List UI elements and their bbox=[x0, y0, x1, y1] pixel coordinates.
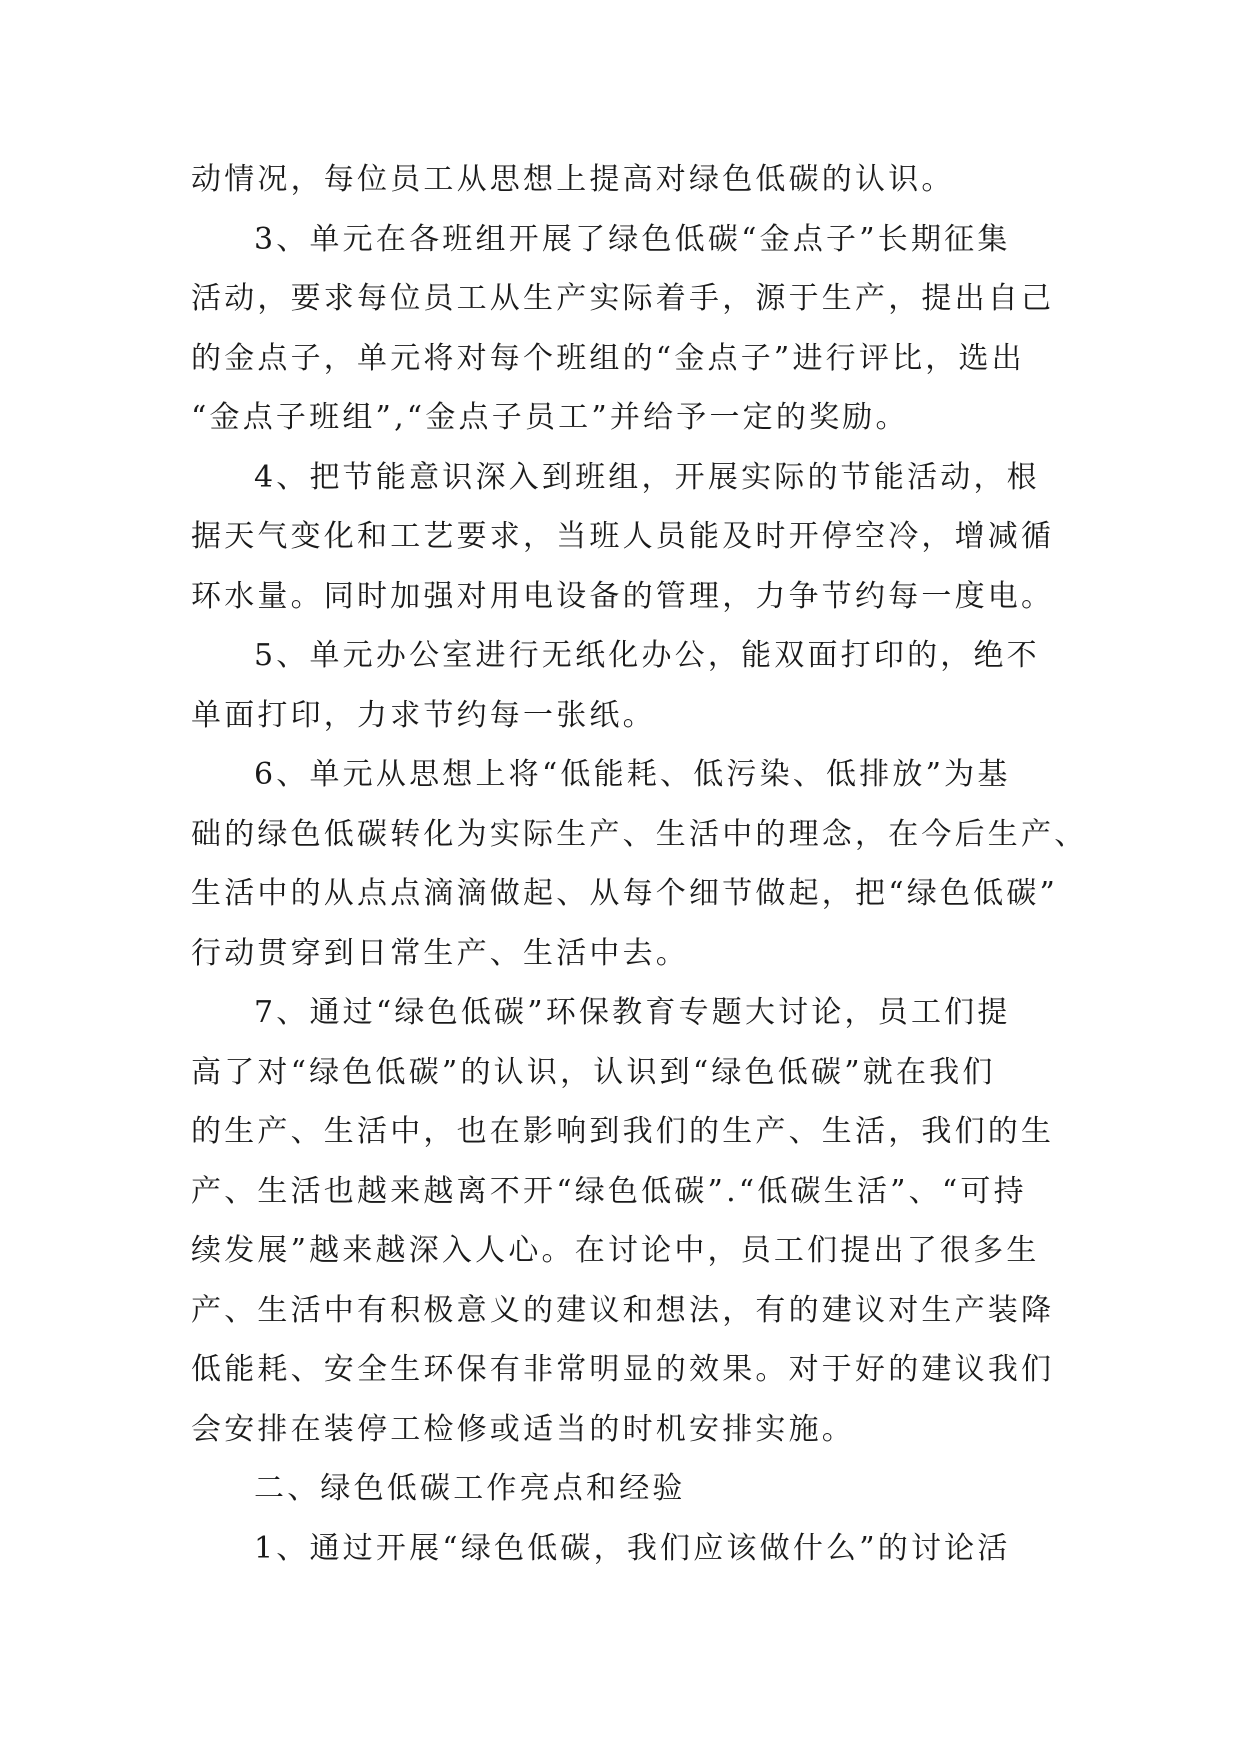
text-line: “金点子班组”,“金点子员工”并给予一定的奖励。 bbox=[191, 400, 909, 435]
paragraph-item-1-start: 1、通过开展“绿色低碳，我们应该做什么”的讨论活 bbox=[254, 1530, 1011, 1566]
text-line: 高了对“绿色低碳”的认识，认识到“绿色低碳”就在我们 bbox=[191, 1054, 996, 1090]
text-line: 产、生活中有积极意义的建议和想法，有的建议对生产装降 bbox=[191, 1292, 1055, 1328]
text-line: 活动，要求每位员工从生产实际着手，源于生产，提出自己 bbox=[191, 281, 1055, 316]
paragraph-item-3-start: 3、单元在各班组开展了绿色低碳“金点子”长期征集 bbox=[254, 221, 1011, 257]
text-line: 据天气变化和工艺要求，当班人员能及时开停空冷，增减循 bbox=[191, 519, 1055, 554]
text-line: 生活中的从点点滴滴做起、从每个细节做起，把“绿色低碳” bbox=[191, 876, 1059, 911]
text-line: 单面打印，力求节约每一张纸。 bbox=[191, 697, 656, 733]
section-heading: 二、绿色低碳工作亮点和经验 bbox=[254, 1471, 686, 1506]
text-line: 会安排在装停工检修或适当的时机安排实施。 bbox=[191, 1411, 855, 1447]
paragraph-item-4-start: 4、把节能意识深入到班组，开展实际的节能活动，根 bbox=[254, 459, 1040, 495]
text-line: 的生产、生活中，也在影响到我们的生产、生活，我们的生 bbox=[191, 1114, 1055, 1149]
paragraph-item-6-start: 6、单元从思想上将“低能耗、低污染、低排放”为基 bbox=[254, 757, 1011, 792]
text-line: 础的绿色低碳转化为实际生产、生活中的理念，在今后生产、 bbox=[191, 816, 1088, 852]
text-line: 的金点子，单元将对每个班组的“金点子”进行评比，选出 bbox=[191, 340, 1025, 376]
paragraph-item-5-start: 5、单元办公室进行无纸化办公，能双面打印的，绝不 bbox=[254, 638, 1040, 673]
text-line: 环水量。同时加强对用电设备的管理，力争节约每一度电。 bbox=[191, 578, 1055, 614]
text-line: 行动贯穿到日常生产、生活中去。 bbox=[191, 935, 689, 971]
text-line: 低能耗、安全生环保有非常明显的效果。对于好的建议我们 bbox=[191, 1352, 1055, 1387]
paragraph-item-7-start: 7、通过“绿色低碳”环保教育专题大讨论，员工们提 bbox=[254, 995, 1011, 1030]
text-line: 续发展”越来越深入人心。在讨论中，员工们提出了很多生 bbox=[191, 1233, 1040, 1268]
text-line: 产、生活也越来越离不开“绿色低碳”.“低碳生活”、“可持 bbox=[191, 1173, 1027, 1209]
text-line: 动情况，每位员工从思想上提高对绿色低碳的认识。 bbox=[191, 162, 955, 197]
document-body bbox=[191, 150, 1088, 1578]
